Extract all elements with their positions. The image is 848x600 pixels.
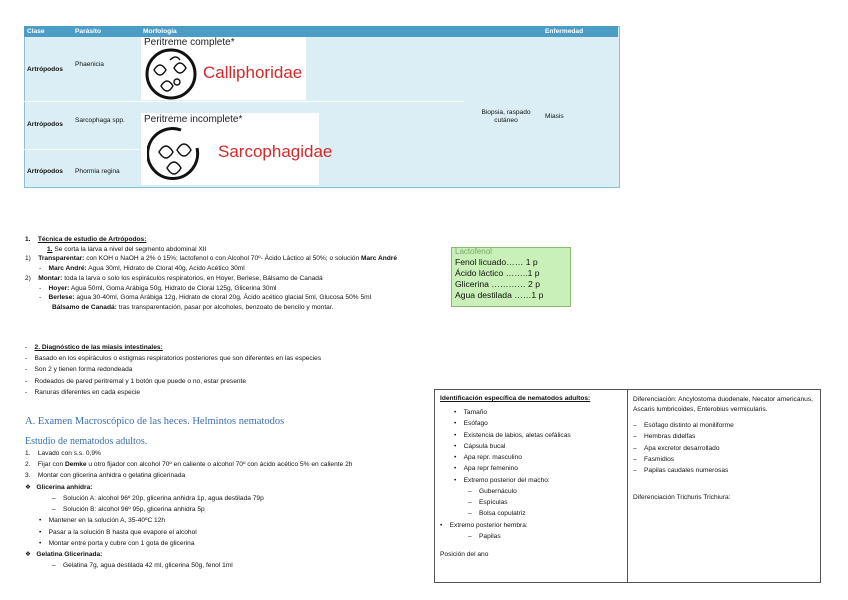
identification-heading: Identificación específica de nematodos adultos:: [440, 395, 591, 402]
male-sub-item: – Bolsa copulatriz: [468, 510, 526, 518]
parasite-table: [24, 26, 620, 188]
balsamo-line: Bálsamo de Canadá: tras transparentación, pasar por alcoholes, benzoato de bencilo y montar.: [52, 304, 334, 312]
marc-andre-line: - Marc André: Agua 30ml, Hidrato de Cloral 40g, Acido Acético 30ml: [39, 265, 245, 273]
female-sub-item: – Papilas: [468, 532, 501, 540]
sarcophagidae-image: [141, 113, 333, 185]
diamond-bullet-icon: ❖: [25, 483, 31, 491]
identification-content: [440, 395, 625, 559]
helminths-title: A. Examen Macroscópico de las heces. Helmintos nematodos: [25, 416, 285, 427]
male-sub-item: – Gubernáculo: [468, 487, 517, 495]
posicion-ano: Posición del ano: [440, 551, 489, 559]
sarcophagidae-label: Sarcophagidae: [218, 142, 333, 161]
calliphoridae-image: [141, 37, 306, 100]
lactofenol-title: Lactofenol: [455, 247, 492, 256]
row2-parasito: Sarcophaga spp.: [75, 117, 125, 124]
table-header-row: [24, 26, 618, 37]
gelatina-heading: ❖ Gelatina Glicerinada:: [25, 551, 103, 559]
ident-item: • Tamaño: [454, 409, 488, 417]
trichuris-heading: Diferenciación Trichuris Trichiura:: [633, 494, 731, 502]
row3-parasito: Phormia regina: [75, 168, 120, 175]
gelatina-text: – Gelatina 7g, agua destilada 42 ml, glicerina 50g, fenol 1ml: [52, 562, 233, 570]
helminth-step-1: 1. Lavado con s.s. 0,9%: [25, 450, 101, 457]
diamond-bullet-icon: ❖: [25, 551, 31, 559]
row-divider: [24, 101, 464, 102]
fenol-line-2: Ácido láctico ……..1 p: [455, 268, 540, 278]
diagnosis-cell: Biopsia, raspado cutáneo: [481, 109, 531, 125]
row1-clase: Artrópodos: [27, 66, 63, 73]
glicerina-heading: ❖ Glicerina anhidra:: [25, 483, 93, 491]
row1-parasito: Phaenicia: [75, 61, 104, 68]
technique-step-1: 1. Se corta la larva a nivel del segmento abdominal XII: [47, 245, 207, 253]
glic-bullet: • Montar entre porta y cubre con 1 gota de glicerina: [39, 539, 195, 547]
ident-item: • Apa repr femenino: [454, 465, 518, 473]
ident-item: • Esófago: [454, 420, 488, 428]
peritreme-incomplete-label: Peritreme incomplete*: [144, 114, 243, 125]
differentiation-content: [633, 395, 816, 503]
diagnosis-item: - Rodeados de pared peritremal y 1 botón que puede o no, estar presente: [25, 377, 247, 385]
hoyer-line: - Hoyer: Agua 50ml, Goma Arábiga 50g, Hidrato de Cloral 125g, Glicerina 30ml: [39, 284, 277, 292]
header-enfermedad: Enfermedad: [545, 28, 584, 35]
male-sub-item: – Espículas: [468, 499, 508, 507]
diagnosis-item: - Basado en los espiráculos o estigmas respiratorios posteriores que son diferentes en las especies: [25, 355, 322, 363]
technique-item-1: 1) Transparentar: con KOH o NaOH a 2% ó 15%; lactofenol o con Alcohol 70º- Ácido Láctico al 50%; o solución Marc André: [25, 255, 397, 263]
diff-item: – Esófago distinto al moniliforme: [633, 422, 734, 430]
row3-clase: Artrópodos: [27, 168, 63, 175]
helminth-step-3: 3. Montar con glicerina anhidra o gelatina glicerinada: [25, 472, 186, 480]
differentiation-intro: Diferenciación: Ancylostoma duodenale, Necator americanus, Ascaris lumbricoides, Enterobius vermicularis.: [633, 396, 813, 413]
solution-a: – Solución A: alcohol 96º 20p, glicerina anhidra 1p, agua destilada 79p: [52, 494, 264, 502]
diff-item: – Fasmidios: [633, 455, 675, 463]
ident-item: • Cápsula bucal: [454, 442, 506, 450]
header-morfologia: Morfología: [143, 28, 177, 35]
solution-b: – Solución B: alcohol 96º 95p, glicerina anhidra 5p: [52, 506, 205, 514]
glic-bullet: • Pasar a la solución B hasta que evapore el alcohol: [39, 528, 197, 536]
ident-item: • Extremo posterior del macho:: [454, 476, 550, 484]
ident-item: • Existencia de labios, aletas cefálicas: [454, 431, 571, 439]
header-clase: Clase: [27, 28, 45, 35]
fenol-line-1: Fenol licuado…… 1 p: [455, 257, 538, 267]
berlese-line: - Berlese: agua 30-40ml, Goma Arábiga 12g, Hidrato de cloral 20g, Ácido acético glacial 5ml, Glucosa 50% 5ml: [39, 294, 372, 302]
technique-heading: 1. Técnica de estudio de Artrópodos:: [25, 236, 147, 243]
row2-clase: Artrópodos: [27, 121, 63, 128]
row-divider: [24, 149, 139, 150]
helminths-subtitle: Estudio de nematodos adultos.: [25, 436, 148, 447]
spiracle-incomplete-icon: [147, 126, 203, 182]
helminth-step-2: 2. Fijar con Demke u otro fijador con alcohol 70º en caliente o alcohol 70º con ácido acético 5% en caliente 2h: [25, 461, 353, 469]
fenol-line-4: Agua destilada ……1 p: [455, 290, 544, 300]
glic-bullet: • Mantener en la solución A, 35-40ºC 12h: [39, 517, 166, 525]
peritreme-complete-label: Peritreme complete*: [144, 37, 235, 48]
header-parasito: Parásito: [75, 28, 102, 35]
fenol-line-3: Glicerina ………… 2 p: [455, 279, 541, 289]
diagnosis-item: - Ranuras diferentes en cada especie: [25, 388, 141, 396]
diff-item: – Papilas caudales numerosas: [633, 467, 729, 475]
diagnosis-section: [25, 344, 425, 397]
diagnosis-item: - Son 2 y tienen forma redondeada: [25, 366, 133, 374]
calliphoridae-label: Calliphoridae: [203, 63, 303, 82]
technique-item-2: 2) Montar: toda la larva o solo los espiráculos respiratorios, en Hoyer, Berlese, Bálsamo de Canadá: [25, 274, 323, 282]
helminths-steps: [25, 450, 435, 571]
ident-item: • Apa repr. masculino: [454, 454, 522, 462]
technique-section: [25, 236, 445, 312]
lactofenol-box: [451, 247, 571, 307]
diff-item: – Apa excretor desarrollado: [633, 444, 720, 452]
spiracle-complete-icon: [144, 48, 198, 100]
diagnosis-heading: - 2. Diagnóstico de las miasis intestinales:: [25, 344, 163, 351]
diff-item: – Hembras didelfas: [633, 433, 696, 441]
female-item: • Extremo posterior hembra:: [440, 521, 528, 529]
disease-cell: Miasis: [545, 113, 564, 120]
